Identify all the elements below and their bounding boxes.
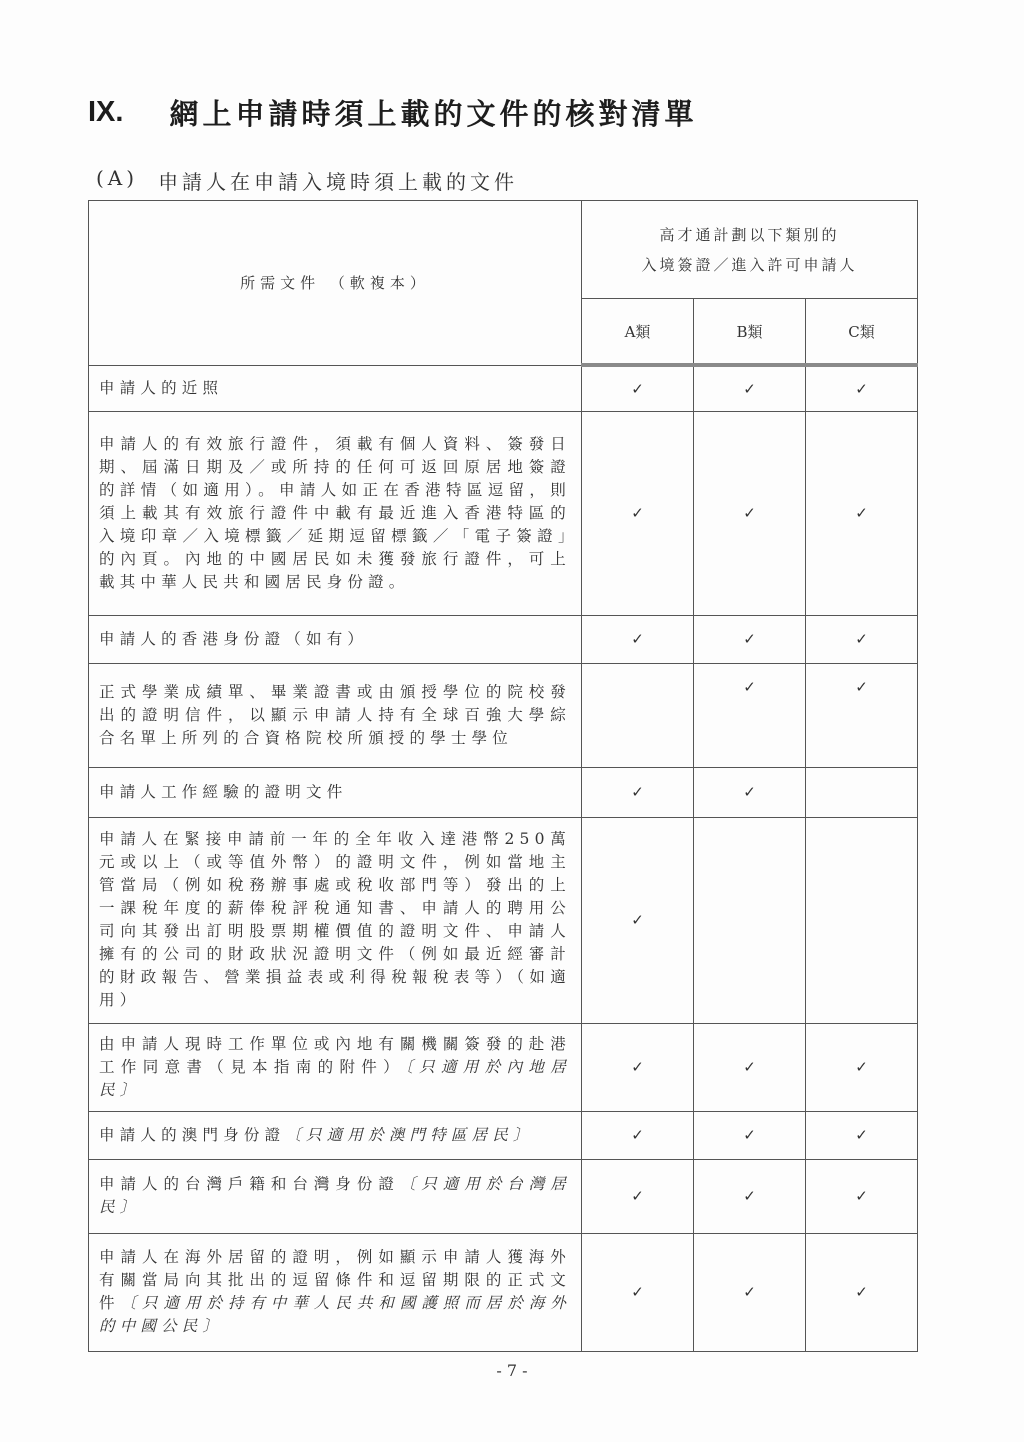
required-document-text: 由申請人現時工作單位或內地有關機關簽發的赴港工作同意書（見本指南的附件） — [99, 1034, 571, 1076]
check-mark-icon: ✓ — [631, 379, 644, 398]
check-mark-icon: ✓ — [631, 504, 644, 522]
check-mark-icon: ✓ — [855, 504, 868, 522]
check-mark-icon: ✓ — [855, 1283, 868, 1301]
section-title: 網上申請時須上載的文件的核對清單 — [169, 97, 698, 131]
required-document-text: 申請人的澳門身份證 — [99, 1125, 286, 1144]
applicability-note: 〔只適用於持有中華人民共和國護照而居於海外的中國公民〕 — [99, 1294, 572, 1335]
check-mark-icon: ✓ — [631, 1283, 644, 1301]
subsection-label: (A) — [96, 166, 139, 190]
check-mark-icon: ✓ — [743, 379, 756, 398]
category-c-cell — [806, 615, 918, 663]
category-c-cell — [806, 663, 918, 767]
category-a-cell — [582, 767, 694, 817]
table-row — [89, 1111, 918, 1159]
required-document-text: 申請人在海外居留的證明，例如顯示申請人獲海外有關當局向其批出的逗留條件和逗留期限的正式文件 — [99, 1248, 571, 1312]
applicability-note: 〔只適用於台灣居民〕 — [99, 1175, 571, 1216]
table-row — [89, 1233, 918, 1351]
category-b-cell — [694, 663, 806, 767]
table-row — [89, 1023, 918, 1111]
required-document-cell — [89, 817, 582, 1023]
check-mark-icon: ✓ — [743, 1126, 756, 1144]
check-mark-icon: ✓ — [855, 1187, 868, 1205]
category-b-cell — [694, 615, 806, 663]
check-mark-icon: ✓ — [631, 630, 644, 648]
required-document-cell — [89, 1159, 582, 1233]
required-document-text: 申請人的有效旅行證件，須載有個人資料、簽發日期、屆滿日期及／或所持的任何可返回原居地簽證的詳情（如適用）。申請人如正在香港特區逗留，則須上載其有效旅行證件中載有最近進入香港特區的入境印章／入境標籤／延期逗留標籤／「電子簽證」的內頁。內地的中國居民如未獲發旅行證件，可上載其中華人民共和國居民身份證。 — [99, 434, 571, 591]
category-b-cell — [694, 817, 806, 1023]
section-heading — [88, 92, 697, 133]
category-c-header: C類 — [806, 299, 918, 366]
category-c-cell — [806, 817, 918, 1023]
check-mark-icon: ✓ — [855, 677, 868, 696]
required-document-cell — [89, 1233, 582, 1351]
applicant-category-header-line2: 入境簽證／進入許可申請人 — [641, 255, 858, 274]
check-mark-icon: ✓ — [743, 1058, 756, 1076]
category-a-cell — [582, 1111, 694, 1159]
applicant-category-header-line1: 高才通計劃以下類別的 — [659, 225, 840, 244]
category-c-cell — [806, 1111, 918, 1159]
check-mark-icon: ✓ — [743, 1187, 756, 1205]
required-document-text: 正式學業成績單、畢業證書或由頒授學位的院校發出的證明信件，以顯示申請人持有全球百強大學綜合名單上所列的合資格院校所頒授的學士學位 — [99, 682, 571, 747]
subsection-title: 申請人在申請入境時須上載的文件 — [158, 170, 519, 194]
check-mark-icon: ✓ — [631, 1187, 644, 1205]
document-checklist-table — [88, 200, 918, 1352]
required-document-text: 申請人的台灣戶籍和台灣身份證 — [99, 1175, 400, 1193]
required-document-cell — [89, 1023, 582, 1111]
check-mark-icon: ✓ — [631, 1058, 644, 1076]
table-row — [89, 767, 918, 817]
category-b-cell — [694, 411, 806, 615]
check-mark-icon: ✓ — [631, 911, 644, 929]
check-mark-icon: ✓ — [855, 379, 868, 398]
category-b-cell — [694, 1233, 806, 1351]
category-a-cell — [582, 663, 694, 767]
category-b-header: B類 — [694, 299, 806, 366]
applicability-note: 〔只適用於澳門特區居民〕 — [285, 1125, 534, 1144]
category-c-cell — [806, 1023, 918, 1111]
category-a-header: A類 — [582, 299, 694, 366]
category-c-cell — [806, 365, 918, 411]
category-a-cell — [582, 365, 694, 411]
check-mark-icon: ✓ — [743, 783, 756, 801]
category-a-cell — [582, 1023, 694, 1111]
required-document-text: 申請人的近照 — [99, 378, 224, 397]
check-mark-icon: ✓ — [855, 630, 868, 648]
table-row — [89, 817, 918, 1023]
applicant-category-header — [582, 201, 918, 299]
category-a-cell — [582, 817, 694, 1023]
check-mark-icon: ✓ — [743, 1283, 756, 1301]
category-a-cell — [582, 1159, 694, 1233]
required-document-cell — [89, 411, 582, 615]
category-b-cell — [694, 1111, 806, 1159]
table-row — [89, 365, 918, 411]
category-c-cell — [806, 767, 918, 817]
section-number: IX. — [88, 96, 124, 128]
required-document-cell — [89, 365, 582, 411]
category-b-cell — [694, 767, 806, 817]
checklist-body — [89, 365, 918, 1351]
required-document-cell — [89, 767, 582, 817]
check-mark-icon: ✓ — [743, 504, 756, 522]
page-number: - 7 - — [496, 1361, 528, 1380]
required-document-text: 申請人工作經驗的證明文件 — [99, 782, 348, 801]
check-mark-icon: ✓ — [631, 1126, 644, 1144]
required-document-text: 申請人的香港身份證（如有） — [99, 629, 369, 648]
table-row — [89, 663, 918, 767]
check-mark-icon: ✓ — [855, 1058, 868, 1076]
required-document-cell — [89, 663, 582, 767]
table-row — [89, 411, 918, 615]
category-c-cell — [806, 411, 918, 615]
table-row — [89, 615, 918, 663]
check-mark-icon: ✓ — [631, 783, 644, 801]
category-b-cell — [694, 365, 806, 411]
category-b-cell — [694, 1159, 806, 1233]
required-documents-header: 所需文件 （軟複本） — [89, 201, 582, 366]
required-document-cell — [89, 615, 582, 663]
category-b-cell — [694, 1023, 806, 1111]
check-mark-icon: ✓ — [743, 630, 756, 648]
check-mark-icon: ✓ — [743, 677, 756, 696]
check-mark-icon: ✓ — [855, 1126, 868, 1144]
category-c-cell — [806, 1159, 918, 1233]
category-a-cell — [582, 615, 694, 663]
category-a-cell — [582, 411, 694, 615]
applicability-note: 〔只適用於內地居民〕 — [99, 1057, 571, 1099]
category-a-cell — [582, 1233, 694, 1351]
subsection-heading — [96, 166, 518, 195]
category-c-cell — [806, 1233, 918, 1351]
required-document-cell — [89, 1111, 582, 1159]
table-row — [89, 1159, 918, 1233]
required-document-text: 申請人在緊接申請前一年的全年收入達港幣250萬元或以上（或等值外幣）的證明文件，例如當地主管當局（例如稅務辦事處或稅收部門等）發出的上一課稅年度的薪俸稅評稅通知書、申請人的聘用公司向其發出訂明股票期權價值的證明文件、申請人擁有的公司的財政狀況證明文件（例如最近經審計的財政報告、營業損益表或利得稅報稅表等）（如適用） — [99, 830, 571, 1009]
